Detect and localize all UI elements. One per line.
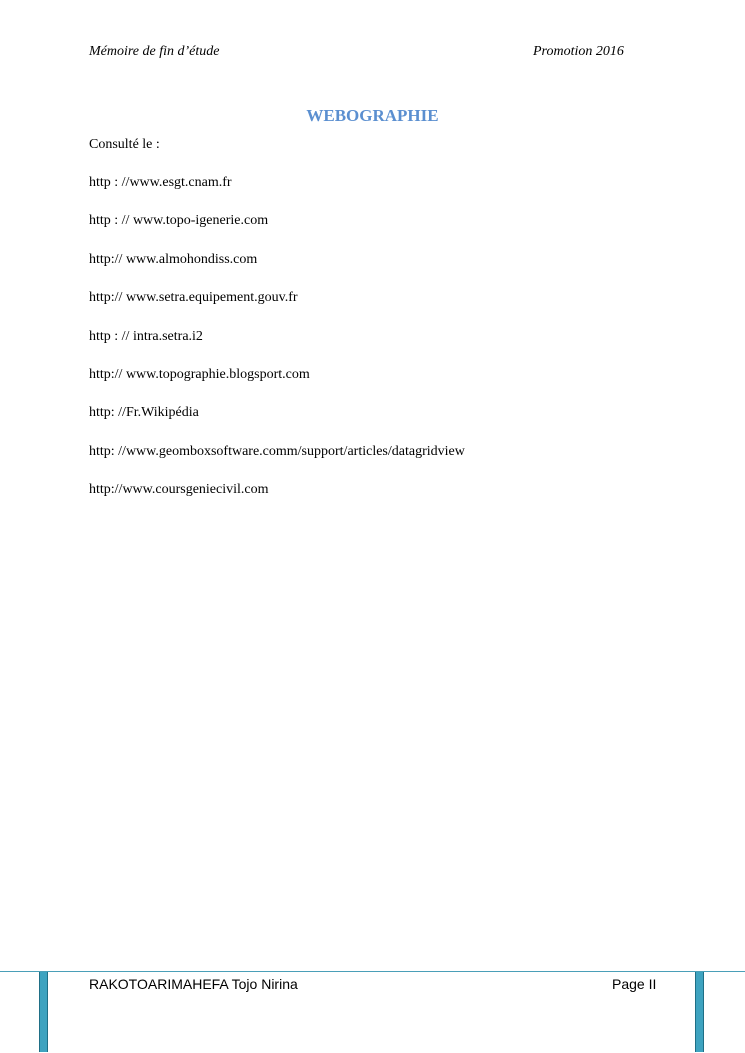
webography-item: http://www.coursgeniecivil.com: [89, 482, 269, 498]
webography-item: http : //www.esgt.cnam.fr: [89, 175, 232, 190]
footer-page-number: Page II: [612, 976, 657, 992]
webography-item: http: //www.geomboxsoftware.comm/support/articles/datagridview: [89, 443, 465, 459]
webography-item: http: //Fr.Wikipédia: [89, 405, 199, 421]
header-promotion: Promotion 2016: [533, 44, 624, 59]
webography-item: http : // intra.setra.i2: [89, 328, 203, 344]
webography-item: http:// www.almohondiss.com: [89, 251, 258, 267]
footer-divider: [0, 971, 745, 972]
webography-list: [89, 175, 465, 521]
footer-author: RAKOTOARIMAHEFA Tojo Nirina: [89, 976, 298, 992]
consulted-label: Consulté le :: [89, 137, 160, 152]
page-title: WEBOGRAPHIE: [306, 106, 439, 125]
webography-item: http : // www.topo-igenerie.com: [89, 213, 269, 229]
webography-item: http:// www.setra.equipement.gouv.fr: [89, 290, 298, 306]
footer-left-bar: [39, 972, 48, 1052]
header-document-type: Mémoire de fin d’étude: [89, 44, 220, 59]
webography-item: http:// www.topographie.blogsport.com: [89, 366, 310, 382]
footer-right-bar: [695, 972, 704, 1052]
